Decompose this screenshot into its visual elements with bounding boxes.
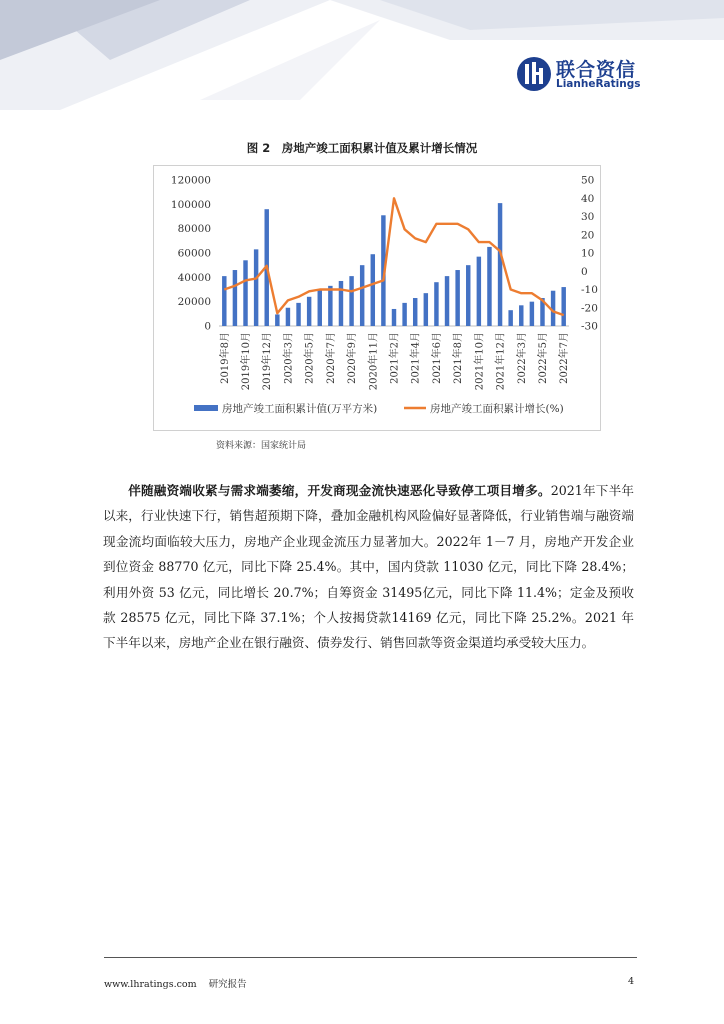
y-right-tick-label: 20 [581, 229, 595, 242]
bar-mark [243, 260, 247, 326]
bar-mark [286, 308, 290, 326]
bar-mark [424, 293, 428, 326]
bar-mark [466, 265, 470, 326]
x-tick-label: 2020年3月 [283, 332, 295, 384]
bar-mark [339, 281, 343, 326]
bar-mark [455, 270, 459, 326]
y-right-tick-label: -20 [581, 302, 598, 315]
bar-mark [561, 287, 565, 326]
x-tick-label: 2021年12月 [495, 332, 507, 391]
bar-mark [434, 282, 438, 326]
x-tick-label: 2020年11月 [368, 332, 380, 391]
figure-source: 资料来源：国家统计局 [216, 441, 307, 451]
x-tick-label: 2020年5月 [304, 332, 316, 384]
bar-mark [254, 249, 258, 326]
logo-text-en: LianheRatings [556, 78, 641, 90]
paragraph-text: 2021年下半年以来，行业快速下行，销售超预期下降，叠加金融机构风险偏好显著降低，行业销售端与融资端现金流均面临较大压力，房地产企业现金流压力显著加大。2022年 1－7 月，房地产开发企业到位资金 88770 亿元，同比下降 25.4%。其中，国内贷款 11030 亿元，同比下降 28.4%；利用外资 53 亿元，同比增长 20.7%；自筹资金 31495亿元，同比下降 11.4%；定金及预收款 28575 亿元，同比下降 37.1%；个人按揭贷款14169 亿元，同比下降 25.2%。2021 年下半年以来，房地产企业在银行融资、债券发行、销售回款等资金渠道均承受较大压力。 [103, 483, 635, 651]
y-right-tick-label: -30 [581, 320, 598, 333]
x-tick-label: 2022年5月 [538, 332, 549, 384]
y-left-tick-label: 0 [204, 320, 211, 333]
bar-mark [508, 310, 512, 326]
bar-mark [371, 254, 375, 326]
bar-mark [487, 247, 491, 326]
y-right-tick-label: 10 [581, 247, 595, 260]
x-tick-label: 2020年7月 [325, 332, 337, 384]
bar-mark [519, 305, 523, 326]
bar-mark [222, 276, 226, 326]
logo-text-cn: 联合资信 [556, 59, 637, 81]
bar-mark [530, 302, 534, 326]
x-tick-label: 2019年10月 [241, 332, 252, 391]
y-right-tick-label: 50 [581, 174, 595, 187]
x-tick-label: 2021年4月 [410, 332, 422, 384]
bar-mark [402, 303, 406, 326]
bar-mark [275, 314, 279, 326]
y-left-tick-label: 60000 [177, 247, 211, 260]
footer-website-link[interactable]: www.lhratings.com [104, 979, 197, 990]
line-series [224, 198, 563, 315]
footer-doc-type: 研究报告 [208, 979, 247, 990]
x-tick-label: 2020年9月 [347, 332, 359, 384]
y-left-tick-label: 40000 [177, 271, 211, 284]
bar-mark [360, 265, 364, 326]
bar-mark [498, 203, 502, 326]
bar-mark [307, 297, 311, 326]
y-left-tick-label: 120000 [170, 174, 211, 187]
figure-title: 图 2 房地产竣工面积累计值及累计增长情况 [246, 141, 478, 155]
footer-divider [104, 957, 637, 958]
x-tick-label: 2019年12月 [262, 332, 274, 391]
legend-bar-label: 房地产竣工面积累计值(万平方米) [222, 403, 378, 415]
bar-mark [392, 309, 396, 326]
legend-bar-swatch [194, 405, 218, 411]
paragraph-lead: 伴随融资端收紧与需求端萎缩，开发商现金流快速恶化导致停工项目增多。 [128, 483, 551, 498]
x-tick-label: 2021年6月 [431, 332, 443, 384]
legend-line-label: 房地产竣工面积累计增长(%) [430, 403, 564, 415]
bar-mark [318, 290, 322, 327]
chart-container [153, 165, 601, 431]
y-left-tick-label: 20000 [177, 296, 211, 309]
bar-mark [233, 270, 237, 326]
company-logo [516, 54, 646, 94]
x-tick-label: 2021年10月 [474, 332, 486, 391]
bar-mark [296, 303, 300, 326]
x-tick-label: 2022年3月 [516, 332, 528, 384]
x-tick-label: 2019年8月 [219, 332, 231, 384]
bar-mark [413, 298, 417, 326]
bar-mark [349, 276, 353, 326]
x-tick-label: 2022年7月 [559, 332, 571, 384]
page-number: 4 [628, 976, 635, 987]
y-left-tick-label: 100000 [170, 198, 211, 211]
body-paragraph [103, 478, 634, 656]
bar-mark [328, 286, 332, 326]
y-right-tick-label: 40 [581, 192, 595, 205]
y-right-tick-label: -10 [581, 284, 598, 296]
footer-info [104, 976, 247, 990]
bar-mark [477, 257, 481, 326]
x-tick-label: 2021年8月 [453, 332, 465, 384]
y-left-tick-label: 80000 [177, 223, 211, 236]
x-tick-label: 2021年2月 [389, 332, 401, 384]
lianhe-logo-icon [516, 56, 552, 92]
y-right-tick-label: 0 [581, 265, 588, 278]
completion-area-chart [154, 166, 600, 430]
bar-mark [445, 276, 449, 326]
y-right-tick-label: 30 [581, 211, 595, 223]
